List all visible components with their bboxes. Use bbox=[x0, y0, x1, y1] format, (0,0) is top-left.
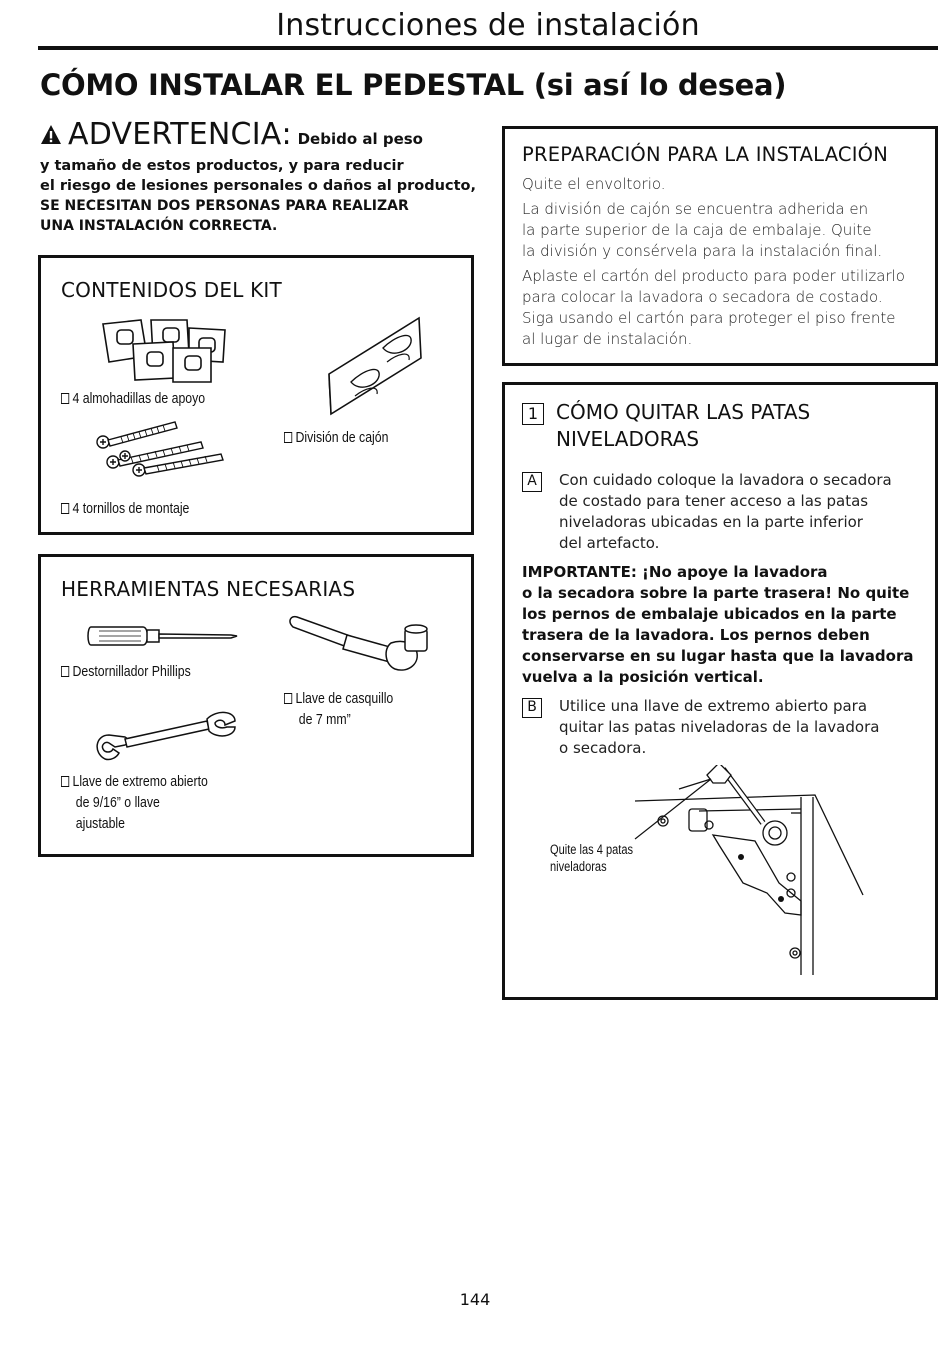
leveling-legs-figure bbox=[595, 765, 895, 975]
kit-title: CONTENIDOS DEL KIT bbox=[61, 278, 282, 302]
substep-text: o secadora. bbox=[559, 739, 647, 757]
substep-text: niveladoras ubicadas en la parte inferior bbox=[559, 513, 863, 531]
kit-item-pads: 4 almohadillas de apoyo bbox=[61, 388, 205, 409]
important-note: IMPORTANTE: ¡No apoye la lavadora o la secadora sobre la parte trasera! No quite los pernos de embalaje ubicados en la parte trasera de la lavadora. Los pernos deben conservarse en su lugar hasta que la lavadora vuelva a la posición vertical. bbox=[522, 563, 914, 686]
warning-line: y tamaño de estos productos, y para reducir bbox=[40, 158, 404, 174]
step1-substep-b bbox=[522, 698, 879, 759]
checkbox-icon bbox=[61, 666, 69, 677]
step1-title: NIVELADORAS bbox=[556, 427, 700, 451]
warning-line: UNA INSTALACIÓN CORRECTA. bbox=[40, 218, 278, 234]
tool-item-screwdriver: Destornillador Phillips bbox=[61, 661, 191, 682]
substep-letter-box: A bbox=[522, 472, 542, 492]
socket-wrench-icon bbox=[287, 613, 437, 681]
carton-divider-icon bbox=[321, 314, 431, 418]
mounting-screws-icon bbox=[91, 420, 231, 482]
substep-text: del artefacto. bbox=[559, 534, 660, 552]
checkbox-icon bbox=[284, 693, 292, 704]
prep-paragraph: La división de cajón se encuentra adherida en la parte superior de la caja de embalaje. Quite la división y consérvela para la instalación final. bbox=[522, 200, 883, 260]
warning-line: el riesgo de lesiones personales o daños al producto, bbox=[40, 178, 476, 194]
kit-item-divider: División de cajón bbox=[284, 427, 388, 448]
step-number-box: 1 bbox=[522, 403, 544, 425]
warning-intro: Debido al peso bbox=[297, 130, 423, 148]
step1-substep-a bbox=[522, 472, 892, 554]
checkbox-icon bbox=[61, 776, 69, 787]
step1-box bbox=[502, 382, 938, 1000]
section-title: CÓMO INSTALAR EL PEDESTAL (si así lo desea) bbox=[40, 68, 787, 102]
page-number: 144 bbox=[459, 1290, 491, 1309]
checkbox-icon bbox=[284, 432, 292, 443]
open-end-wrench-icon bbox=[89, 705, 239, 765]
kit-item-screws: 4 tornillos de montaje bbox=[61, 498, 189, 519]
warning-line: SE NECESITAN DOS PERSONAS PARA REALIZAR bbox=[40, 198, 409, 214]
prep-paragraph: Quite el envoltorio. bbox=[522, 175, 666, 193]
support-pads-icon bbox=[93, 314, 263, 386]
page-header-title: Instrucciones de instalación bbox=[276, 8, 700, 43]
tools-box bbox=[38, 554, 474, 857]
warning-triangle-icon bbox=[40, 124, 62, 146]
figure-caption: Quite las 4 patas niveladoras bbox=[550, 842, 634, 874]
kit-contents-box bbox=[38, 255, 474, 535]
preparation-box bbox=[502, 126, 938, 366]
tools-title: HERRAMIENTAS NECESARIAS bbox=[61, 577, 356, 601]
header-rule bbox=[38, 46, 938, 50]
substep-text: Con cuidado coloque la lavadora o secadora bbox=[559, 471, 892, 489]
tool-item-open-end-wrench: Llave de extremo abierto de 9/16” o llave ajustable bbox=[61, 771, 208, 834]
step1-heading bbox=[522, 400, 811, 453]
tool-item-socket-wrench: Llave de casquillo de 7 mm” bbox=[284, 688, 393, 730]
substep-text: de costado para tener acceso a las patas bbox=[559, 492, 869, 510]
prep-title: PREPARACIÓN PARA LA INSTALACIÓN bbox=[522, 143, 888, 166]
warning-block: ADVERTENCIA : Debido al peso y tamaño de estos productos, y para reducir el riesgo de lesiones personales o daños al producto, SE NECESITAN DOS PERSONAS PARA REALIZAR UNA INSTALACIÓN CORRECTA. bbox=[40, 122, 480, 236]
prep-text bbox=[522, 174, 932, 354]
checkbox-icon bbox=[61, 393, 69, 404]
substep-letter-box: B bbox=[522, 698, 542, 718]
phillips-screwdriver-icon bbox=[85, 621, 245, 651]
checkbox-icon bbox=[61, 503, 69, 514]
step1-title: CÓMO QUITAR LAS PATAS bbox=[556, 400, 811, 424]
substep-text: quitar las patas niveladoras de la lavadora bbox=[559, 718, 880, 736]
warning-word: ADVERTENCIA bbox=[68, 117, 282, 152]
substep-text: Utilice una llave de extremo abierto para bbox=[559, 697, 868, 715]
prep-paragraph: Aplaste el cartón del producto para poder utilizarlo para colocar la lavadora o secadora de costado. Siga usando el cartón para proteger el piso frente al lugar de instalación. bbox=[522, 267, 905, 348]
